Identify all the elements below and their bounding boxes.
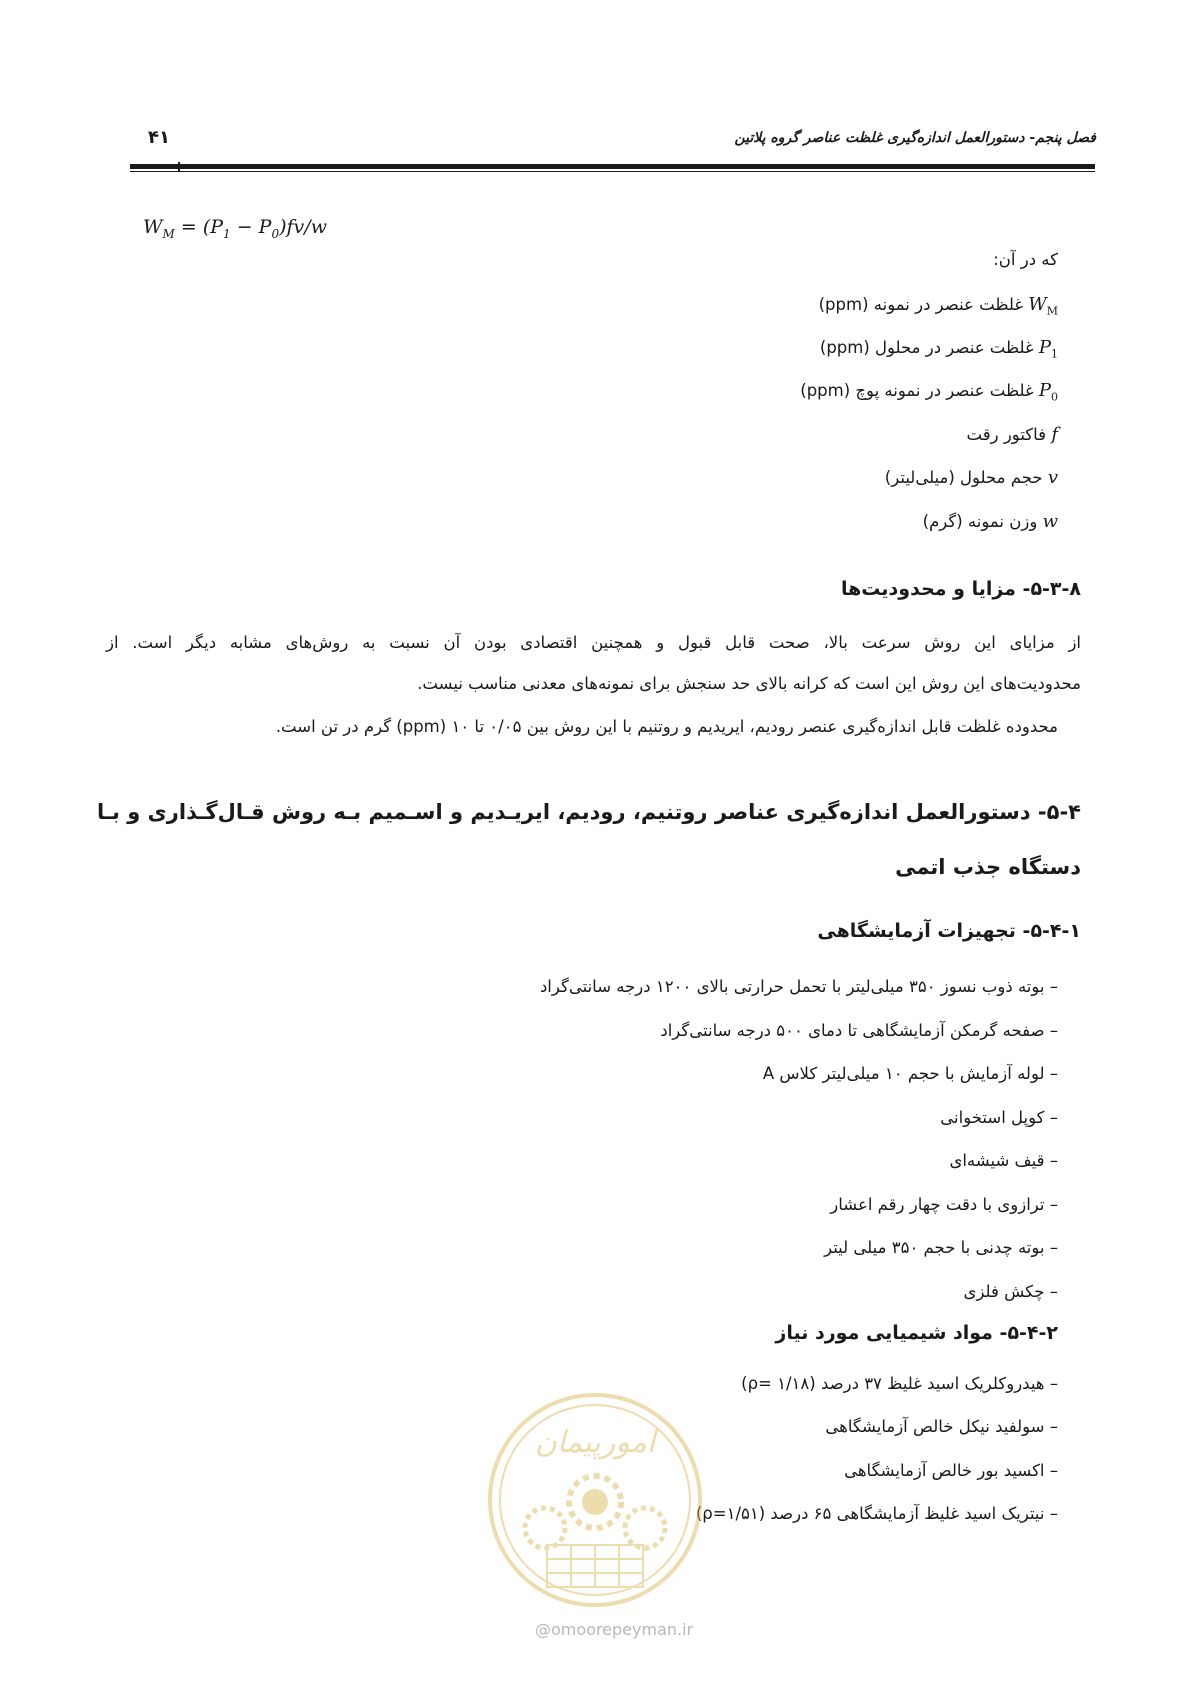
- definition-item: f فاکتور رقت: [966, 424, 1058, 445]
- header-rule: [130, 164, 1095, 169]
- list-item: – ترازوی با دقت چهار رقم اعشار: [830, 1195, 1058, 1214]
- header-rule-thin: [130, 171, 1095, 172]
- watermark-logo: [485, 1390, 705, 1610]
- section-heading-5-4-2: ۵-۴-۲- مواد شیمیایی مورد نیاز: [775, 1322, 1058, 1344]
- paragraph-line: محدودیت‌های این روش این است که کرانه بالای حد سنجش برای نمونه‌های معدنی مناسب نیست.: [417, 674, 1081, 693]
- definition-item: $W_M$ غلظت عنصر در نمونه (ppm): [818, 294, 1058, 318]
- list-item: – صفحه گرمکن آزمایشگاهی تا دمای ۵۰۰ درجه سانتی‌گراد: [660, 1021, 1058, 1040]
- definitions-intro: که در آن:: [993, 250, 1058, 269]
- list-item: – لوله آزمایش با حجم ۱۰ میلی‌لیتر کلاس A: [762, 1064, 1058, 1083]
- list-item: – چکش فلزی: [963, 1282, 1058, 1301]
- list-item: – بوته ذوب نسوز ۳۵۰ میلی‌لیتر با تحمل حرارتی بالای ۱۲۰۰ درجه سانتی‌گراد: [539, 977, 1058, 996]
- definition-item: $P_0$ غلظت عنصر در نمونه پوچ (ppm): [800, 380, 1058, 404]
- list-item: – اکسید بور خالص آزمایشگاهی: [844, 1461, 1058, 1480]
- watermark-url: @omoorepeyman.ir: [535, 1620, 694, 1639]
- list-item: – هیدروکلریک اسید غلیظ ۳۷ درصد (ρ= ۱/۱۸): [741, 1374, 1058, 1393]
- definition-item: v حجم محلول (میلی‌لیتر): [884, 467, 1058, 488]
- header-rule-tick: [178, 162, 180, 172]
- page-number: ۴۱: [148, 127, 170, 148]
- list-item: – کوپل استخوانی: [940, 1108, 1058, 1127]
- list-item: – بوته چدنی با حجم ۳۵۰ میلی لیتر: [824, 1238, 1058, 1257]
- section-heading-5-4-line2: دستگاه جذب اتمی: [895, 855, 1081, 879]
- list-item: – قیف شیشه‌ای: [949, 1151, 1058, 1170]
- section-heading-5-3-8: ۵-۳-۸- مزایا و محدودیت‌ها: [840, 578, 1081, 600]
- definition-item: w وزن نمونه (گرم): [922, 511, 1058, 532]
- running-header-title: فصل پنجم- دستورالعمل اندازه‌گیری غلظت عناصر گروه پلاتین: [734, 130, 1096, 146]
- paragraph: محدوده غلظت قابل اندازه‌گیری عنصر رودیم، ایریدیم و روتنیم با این روش بین ۰/۰۵ تا ۱۰ (ppm) گرم در تن است.: [275, 717, 1058, 736]
- section-heading-5-4: ۵-۴- دستورالعمل اندازه‌گیری عناصر روتنیم، رودیم، ایریـدیم و اسـمیم بـه روش قـال‌گـذاری و بـا: [96, 800, 1081, 824]
- list-item: – سولفید نیکل خالص آزمایشگاهی: [825, 1417, 1058, 1436]
- svg-text:امورپیمان: امورپیمان: [534, 1425, 656, 1460]
- list-item: – نیتریک اسید غلیظ آزمایشگاهی ۶۵ درصد (ρ=۱/۵۱): [695, 1504, 1058, 1523]
- formula: $W_M = (P_1 - P_0)fv/w$: [143, 216, 327, 241]
- definition-item: $P_1$ غلظت عنصر در محلول (ppm): [819, 337, 1058, 361]
- section-heading-5-4-1: ۵-۴-۱- تجهیزات آزمایشگاهی: [817, 920, 1081, 942]
- paragraph-line: از مزایای این روش سرعت بالا، صحت قابل قبول و همچنین اقتصادی بودن آن نسبت به روش‌های مشابه دیگر است. از: [106, 633, 1081, 652]
